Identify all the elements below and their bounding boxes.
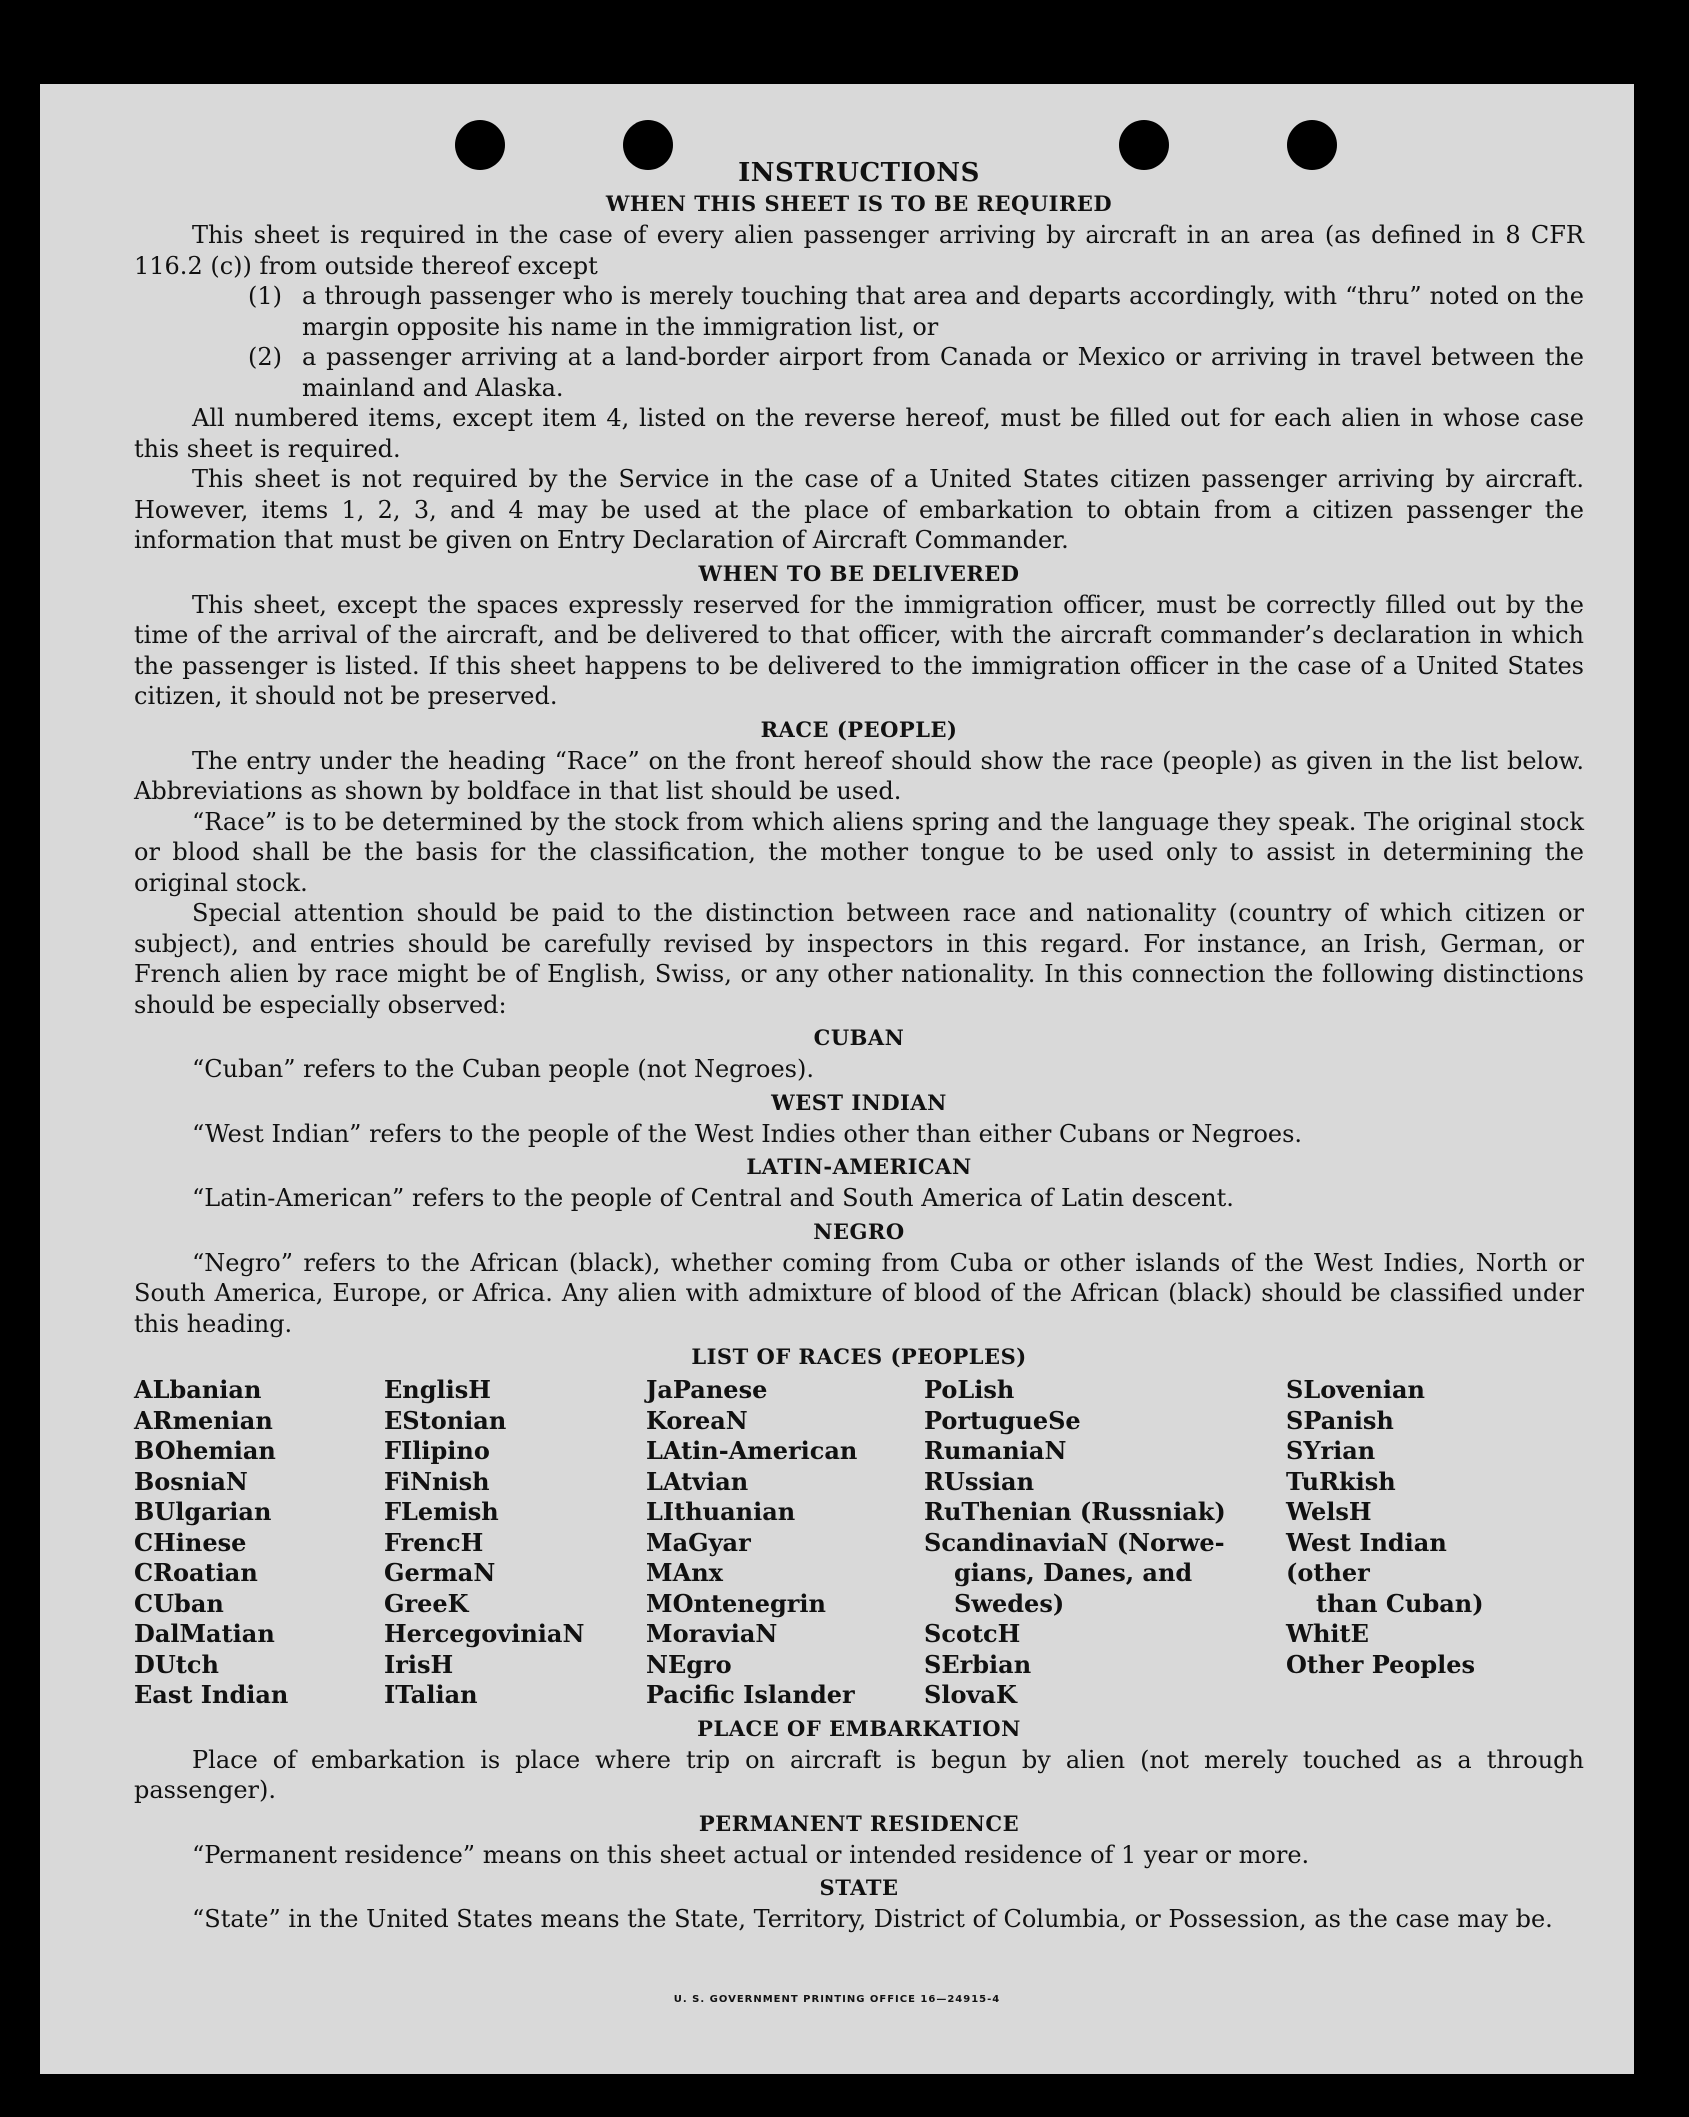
race-entry: NEgro [646, 1649, 732, 1679]
west-indian-definition: “West Indian” refers to the people of the West Indies other than either Cubans or Negroes. [192, 1119, 1303, 1148]
section-heading-required: WHEN THIS SHEET IS TO BE REQUIRED [605, 191, 1113, 216]
races-column [924, 1375, 1286, 1711]
latin-american-definition: “Latin-American” refers to the people of Central and South America of Latin descent. [192, 1184, 1234, 1212]
race-entry: KoreaN [646, 1405, 748, 1435]
race-entry: SYrian [1286, 1436, 1376, 1465]
race-entry: than Cuban) [1316, 1588, 1484, 1618]
race-entry: WelsH [1286, 1497, 1372, 1526]
section-heading-residence: PERMANENT RESIDENCE [698, 1810, 1020, 1836]
race-entry: EnglisH [384, 1375, 491, 1404]
race-entry: ARmenian [134, 1405, 273, 1435]
item-text: a passenger arriving at a land-border airport from Canada or Mexico or arriving in travel between the mainland and Alaska. [302, 343, 1584, 402]
section-heading-race: RACE (PEOPLE) [760, 716, 958, 742]
item-text: a through passenger who is merely touching that area and departs accordingly, with “thru” noted on the margin opposite his name in the immigration list, or [302, 282, 1584, 341]
race-entry: Other Peoples [1286, 1649, 1476, 1679]
race-entry: GreeK [384, 1588, 469, 1618]
section-heading-embarkation: PLACE OF EMBARKATION [697, 1715, 1021, 1741]
race-entry: FiNnish [384, 1466, 490, 1496]
race-entry: FLemish [384, 1497, 499, 1526]
required-intro: This sheet is required in the case of every alien passenger arriving by aircraft in an area (as defined in 8 CFR 116.2 (c)) from outside thereof except [134, 221, 1584, 280]
embarkation-definition: Place of embarkation is place where trip on aircraft is begun by alien (not merely touched as a through passenger). [134, 1745, 1584, 1804]
instructions-content [134, 156, 1584, 1935]
race-entry: FIlipino [384, 1436, 490, 1465]
race-entry: East Indian [134, 1680, 289, 1709]
race-entry: MOntenegrin [646, 1588, 826, 1618]
race-entry: CHinese [134, 1527, 247, 1557]
race-entry: LIthuanian [646, 1497, 796, 1526]
document-page [40, 84, 1634, 2074]
race-entry: MaGyar [646, 1527, 751, 1557]
race-entry: GermaN [384, 1558, 496, 1587]
item-number: (2) [248, 343, 282, 371]
races-column [1286, 1375, 1536, 1711]
races-column [134, 1375, 384, 1711]
race-paragraph: The entry under the heading “Race” on the front hereof should show the race (people) as given in the list below. Abbreviations as shown by boldface in that list should be used. [134, 746, 1584, 805]
exception-item [248, 281, 1584, 342]
race-entry: RumaniaN [924, 1436, 1067, 1465]
race-entry: DUtch [134, 1649, 219, 1679]
cuban-definition: “Cuban” refers to the Cuban people (not Negroes). [192, 1055, 814, 1083]
exception-item [248, 342, 1584, 403]
section-heading-west-indian: WEST INDIAN [771, 1089, 947, 1115]
required-paragraph: This sheet is not required by the Service in the case of a United States citizen passenger arriving by aircraft. However, items 1, 2, 3, and 4 may be used at the place of embarkation to obtain from a citizen passenger the information that must be given on Entry Declaration of Aircraft Commander. [134, 465, 1584, 554]
race-entry: HercegoviniaN [384, 1619, 585, 1648]
race-entry: ScandinaviaN (Norwe- [924, 1527, 1225, 1557]
page-title: INSTRUCTIONS [738, 158, 980, 188]
race-entry: BosniaN [134, 1466, 248, 1496]
delivered-paragraph: This sheet, except the spaces expressly reserved for the immigration officer, must be correctly filled out by the time of the arrival of the aircraft, and be delivered to that officer, with the aircraft commander’s declaration in which the passenger is listed. If this sheet happens to be delivered to the immigration officer in the case of a United States citizen, it should not be preserved. [134, 590, 1584, 710]
races-list [134, 1375, 1584, 1711]
race-entry: RUssian [924, 1466, 1035, 1496]
race-entry: WhitE [1286, 1619, 1369, 1648]
race-entry: ITalian [384, 1680, 478, 1709]
printer-footer: U. S. GOVERNMENT PRINTING OFFICE 16—24915-4 [673, 1994, 1001, 2005]
race-entry: RuThenian (Russniak) [924, 1497, 1226, 1526]
race-entry: ScotcH [924, 1619, 1021, 1648]
race-entry: West Indian (other [1286, 1527, 1447, 1587]
race-entry: SlovaK [924, 1680, 1017, 1709]
race-entry: Swedes) [954, 1588, 1065, 1618]
race-entry: JaPanese [646, 1375, 768, 1404]
races-column [646, 1375, 924, 1711]
race-entry: SLovenian [1286, 1375, 1425, 1404]
residence-definition: “Permanent residence” means on this sheet actual or intended residence of 1 year or more. [192, 1840, 1310, 1869]
section-heading-delivered: WHEN TO BE DELIVERED [698, 560, 1020, 586]
race-entry: SPanish [1286, 1405, 1394, 1435]
race-entry: MoraviaN [646, 1619, 778, 1648]
race-entry: IrisH [384, 1649, 454, 1679]
race-entry: BUlgarian [134, 1497, 272, 1526]
race-entry: TuRkish [1286, 1466, 1396, 1496]
race-entry: SErbian [924, 1649, 1032, 1679]
negro-definition: “Negro” refers to the African (black), whether coming from Cuba or other islands of the West Indies, North or South America, Europe, or Africa. Any alien with admixture of blood of the African (black) should be classified under this heading. [134, 1248, 1584, 1338]
race-entry: PoLish [924, 1375, 1015, 1404]
races-column [384, 1375, 646, 1711]
required-paragraph: All numbered items, except item 4, listed on the reverse hereof, must be filled out for each alien in whose case this sheet is required. [134, 404, 1584, 463]
race-entry: Pacific Islander [646, 1680, 855, 1709]
race-paragraph: “Race” is to be determined by the stock from which aliens spring and the language they speak. The original stock or blood shall be the basis for the classification, the mother tongue to be used only to assist in determining the original stock. [134, 807, 1584, 897]
race-entry: LAtin-American [646, 1436, 858, 1465]
race-entry: LAtvian [646, 1466, 749, 1496]
race-entry: CUban [134, 1588, 224, 1618]
race-entry: MAnx [646, 1558, 723, 1587]
race-entry: BOhemian [134, 1436, 276, 1465]
race-entry: PortugueSe [924, 1405, 1081, 1435]
race-entry: DalMatian [134, 1619, 275, 1648]
section-heading-latin-american: LATIN-AMERICAN [746, 1154, 972, 1179]
state-definition: “State” in the United States means the State, Territory, District of Columbia, or Possession, as the case may be. [192, 1905, 1553, 1933]
section-heading-negro: NEGRO [813, 1218, 905, 1244]
race-entry: gians, Danes, and [954, 1558, 1193, 1587]
section-heading-state: STATE [819, 1875, 899, 1900]
section-heading-races-list: LIST OF RACES (PEOPLES) [691, 1344, 1027, 1369]
race-entry: FrencH [384, 1527, 484, 1557]
race-entry: CRoatian [134, 1558, 258, 1587]
race-entry: ALbanian [134, 1375, 262, 1404]
item-number: (1) [248, 282, 282, 310]
race-paragraph: Special attention should be paid to the distinction between race and nationality (country of which citizen or subject), and entries should be carefully revised by inspectors in this regard. For instance, an Irish, German, or French alien by race might be of English, Swiss, or any other nationality. In this connection the following distinctions should be especially observed: [134, 899, 1584, 1019]
section-heading-cuban: CUBAN [813, 1025, 905, 1050]
race-entry: EStonian [384, 1405, 507, 1435]
